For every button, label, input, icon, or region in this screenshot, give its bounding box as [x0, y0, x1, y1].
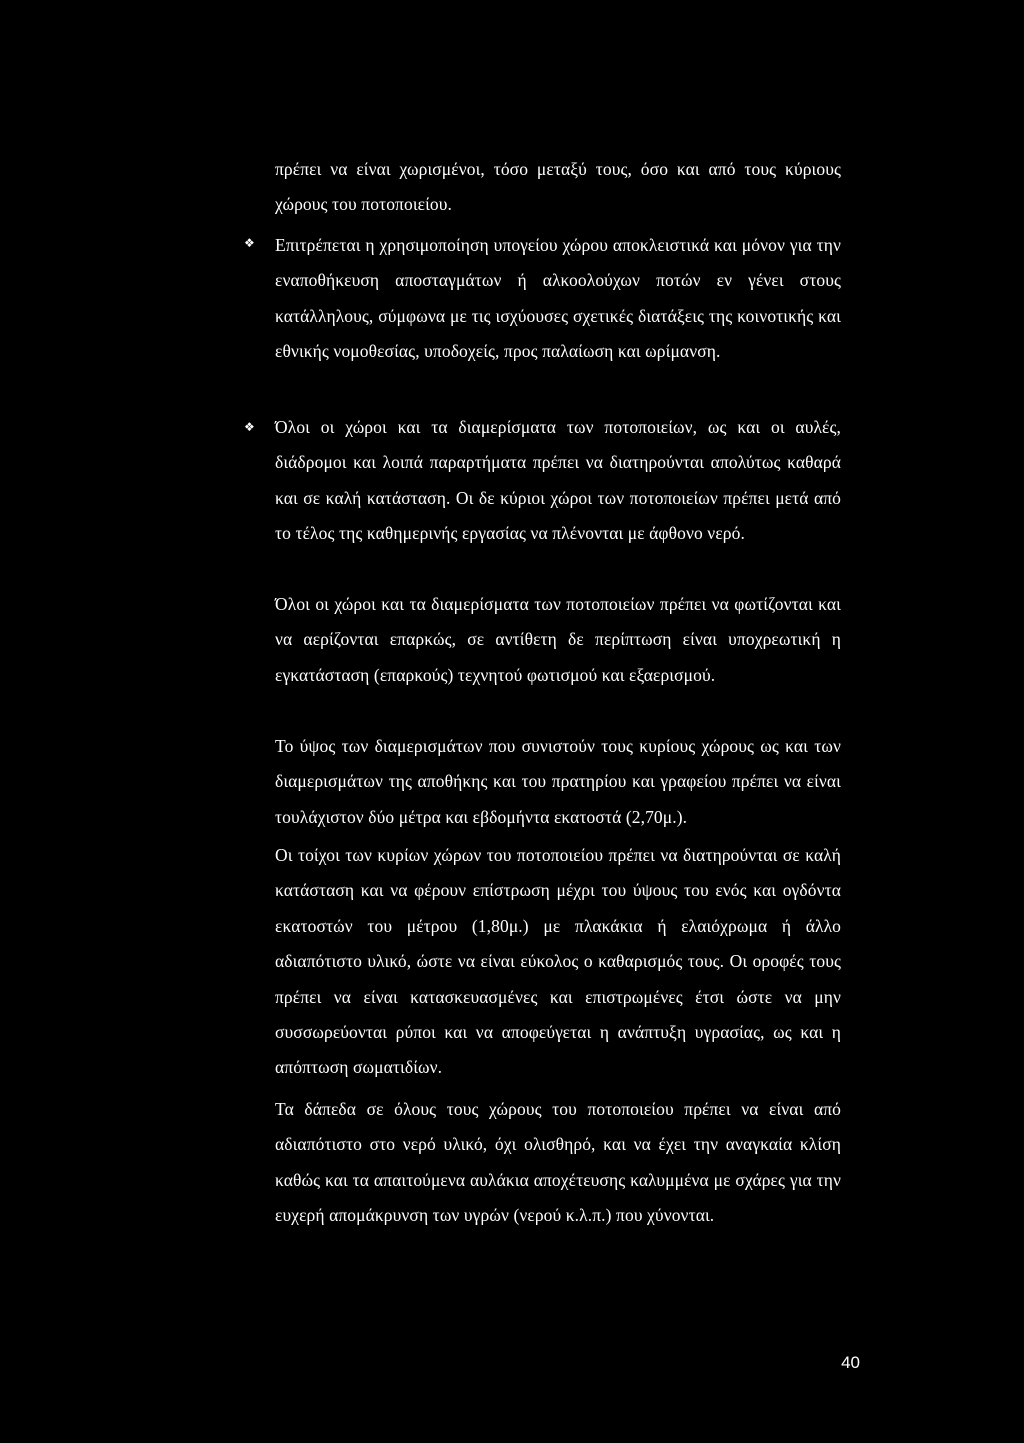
four-diamond-bullet-icon: ❖ [244, 236, 253, 250]
paragraph-lighting-ventilation: Όλοι οι χώροι και τα διαμερίσματα των ποτοποιείων πρέπει να φωτίζονται και να αερίζονται επαρκώς, σε αντίθετη δε περίπτωση είναι υποχρεωτική η εγκατάσταση (επαρκούς) τεχνητού φωτισμού και εξαερισμού. [275, 594, 841, 685]
paragraph-cleanliness: Όλοι οι χώροι και τα διαμερίσματα των ποτοποιείων, ως και οι αυλές, διάδρομοι και λοιπά παραρτήματα πρέπει να διατηρούνται απολύτως καθαρά και σε καλή κατάσταση. Οι δε κύριοι χώροι των ποτοποιείων πρέπει μετά από το τέλος της καθημερινής εργασίας να πλένονται με άφθονο νερό. [275, 417, 841, 544]
page-number: 40 [841, 1353, 860, 1372]
paragraph-basement-storage: Επιτρέπεται η χρησιμοποίηση υπογείου χώρου αποκλειστικά και μόνον για την εναποθήκευση αποσταγμάτων ή αλκοολούχων ποτών εν γένει στους κατάλληλους, σύμφωνα με τις ισχύουσες σχετικές διατάξεις της κοινοτικής και εθνικής νομοθεσίας, υποδοχείς, προς παλαίωση και ωρίμανση. [275, 235, 841, 362]
paragraph-continuation: πρέπει να είναι χωρισμένοι, τόσο μεταξύ τους, όσο και από τους κύριους χώρους του ποτοποιείου. [275, 159, 841, 215]
paragraph-floors: Τα δάπεδα σε όλους τους χώρους του ποτοποιείου πρέπει να είναι από αδιαπότιστο στο νερό υλικό, όχι ολισθηρό, και να έχει την αναγκαία κλίση καθώς και τα απαιτούμενα αυλάκια αποχέτευσης καλυμμένα με σχάρες για την ευχερή απομάκρυνση των υγρών (νερού κ.λ.π.) που χύνονται. [275, 1099, 841, 1226]
paragraph-walls-ceilings: Οι τοίχοι των κυρίων χώρων του ποτοποιείου πρέπει να διατηρούνται σε καλή κατάσταση και να φέρουν επίστρωση μέχρι του ύψους του ενός και ογδόντα εκατοστών του μέτρου (1,80μ.) με πλακάκια ή ελαιόχρωμα ή άλλο αδιαπότιστο υλικό, ώστε να είναι εύκολος ο καθαρισμός τους. Οι οροφές τους πρέπει να είναι κατασκευασμένες και επιστρωμένες έτσι ώστε να μην συσσωρεύονται ρύποι και να αποφεύγεται η ανάπτυξη υγρασίας, ως και η απόπτωση σωματιδίων. [275, 845, 841, 1078]
paragraph-room-height: Το ύψος των διαμερισμάτων που συνιστούν τους κυρίους χώρους ως και των διαμερισμάτων της αποθήκης και του πρατηρίου και γραφείου πρέπει να είναι τουλάχιστον δύο μέτρα και εβδομήντα εκατοστά (2,70μ.). [275, 736, 841, 827]
four-diamond-bullet-icon: ❖ [244, 420, 253, 434]
